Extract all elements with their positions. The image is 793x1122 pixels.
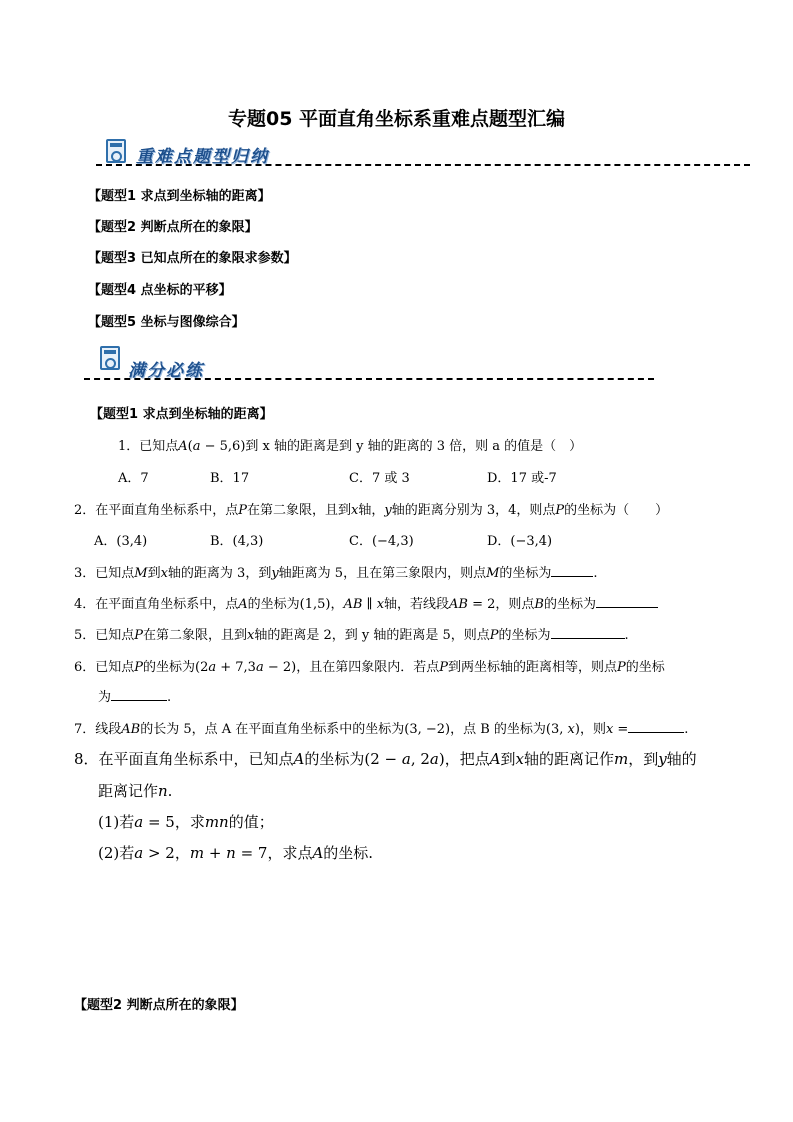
- question-6-text: 为: [98, 690, 112, 705]
- question-4: [74, 593, 658, 612]
- question-7-text: 7．线段𝐴𝐵的长为 5，点 A 在平面直角坐标系中的坐标为(3, −2)，点 B 的坐标为(3, 𝑥)，则𝑥 =: [74, 722, 629, 737]
- option-c: C．(−4,3): [349, 534, 414, 549]
- option-d: D．(−3,4): [487, 534, 553, 549]
- doc-search-icon: [106, 139, 126, 163]
- question-6-line2: [98, 686, 171, 705]
- section-heading: 【题型2 判断点所在的象限】: [74, 998, 244, 1013]
- question-1: 1．已知点𝐴(𝑎 − 5,6)到 x 轴的距离是到 y 轴的距离的 3 倍，则 a 的值是（ ）: [118, 439, 583, 454]
- answer-blank[interactable]: [596, 593, 658, 608]
- question-6-end: .: [167, 690, 172, 705]
- option-a: A．7: [118, 471, 149, 486]
- option-d: D．17 或-7: [487, 471, 557, 486]
- banner-key-points: 重难点题型归纳: [136, 147, 269, 167]
- question-8: 8．在平面直角坐标系中，已知点𝐴的坐标为(2 − 𝑎, 2𝑎)，把点𝐴到𝑥轴的距离记作𝑚，到𝑦轴的: [74, 750, 697, 768]
- option-b: B．17: [210, 471, 250, 486]
- question-7: [74, 718, 688, 737]
- question-3-text: 3．已知点𝑀到𝑥轴的距离为 3，到𝑦轴距离为 5，且在第三象限内，则点𝑀的坐标为: [74, 566, 552, 581]
- question-5-text: 5．已知点𝑃在第二象限，且到𝑥轴的距离是 2，到 y 轴的距离是 5，则点𝑃的坐标为: [74, 628, 551, 643]
- answer-blank[interactable]: [551, 562, 593, 577]
- toc-item: 【题型5 坐标与图像综合】: [88, 315, 245, 330]
- question-7-end: .: [684, 722, 689, 737]
- toc-item: 【题型3 已知点所在的象限求参数】: [88, 251, 297, 266]
- page-title: 专题05 平面直角坐标系重难点题型汇编: [227, 108, 566, 130]
- question-3-end: .: [593, 566, 598, 581]
- dashed-divider: [96, 164, 750, 166]
- question-5-end: .: [624, 628, 629, 643]
- question-8-part-2: (2)若𝑎 > 2，𝑚 + 𝑛 = 7，求点𝐴的坐标.: [98, 844, 374, 862]
- answer-blank[interactable]: [551, 624, 625, 639]
- question-4-text: 4．在平面直角坐标系中，点𝐴的坐标为(1,5)，𝐴𝐵 ∥ 𝑥轴，若线段𝐴𝐵 = 2，则点𝐵的坐标为: [74, 597, 596, 612]
- toc-item: 【题型1 求点到坐标轴的距离】: [88, 189, 271, 204]
- option-c: C．7 或 3: [349, 471, 410, 486]
- option-b: B．(4,3): [210, 534, 264, 549]
- option-a: A．(3,4): [94, 534, 148, 549]
- section-heading: 【题型1 求点到坐标轴的距离】: [90, 407, 273, 422]
- dashed-divider: [84, 378, 654, 380]
- answer-blank[interactable]: [628, 718, 684, 733]
- answer-blank[interactable]: [111, 686, 167, 701]
- question-8-line2: 距离记作𝑛.: [98, 782, 173, 800]
- question-3: [74, 562, 598, 581]
- question-5: [74, 624, 629, 643]
- question-6: 6．已知点𝑃的坐标为(2𝑎 + 7,3𝑎 − 2)，且在第四象限内．若点𝑃到两坐标轴的距离相等，则点𝑃的坐标: [74, 660, 665, 675]
- toc-item: 【题型2 判断点所在的象限】: [88, 220, 258, 235]
- question-2: 2．在平面直角坐标系中，点𝑃在第二象限，且到𝑥轴，𝑦轴的距离分别为 3，4，则点𝑃的坐标为（ ）: [74, 503, 669, 518]
- question-8-part-1: (1)若𝑎 = 5，求𝑚𝑛的值；: [98, 813, 274, 831]
- doc-search-icon: [100, 346, 120, 370]
- banner-full-marks: 满分必练: [128, 361, 204, 381]
- toc-item: 【题型4 点坐标的平移】: [88, 283, 232, 298]
